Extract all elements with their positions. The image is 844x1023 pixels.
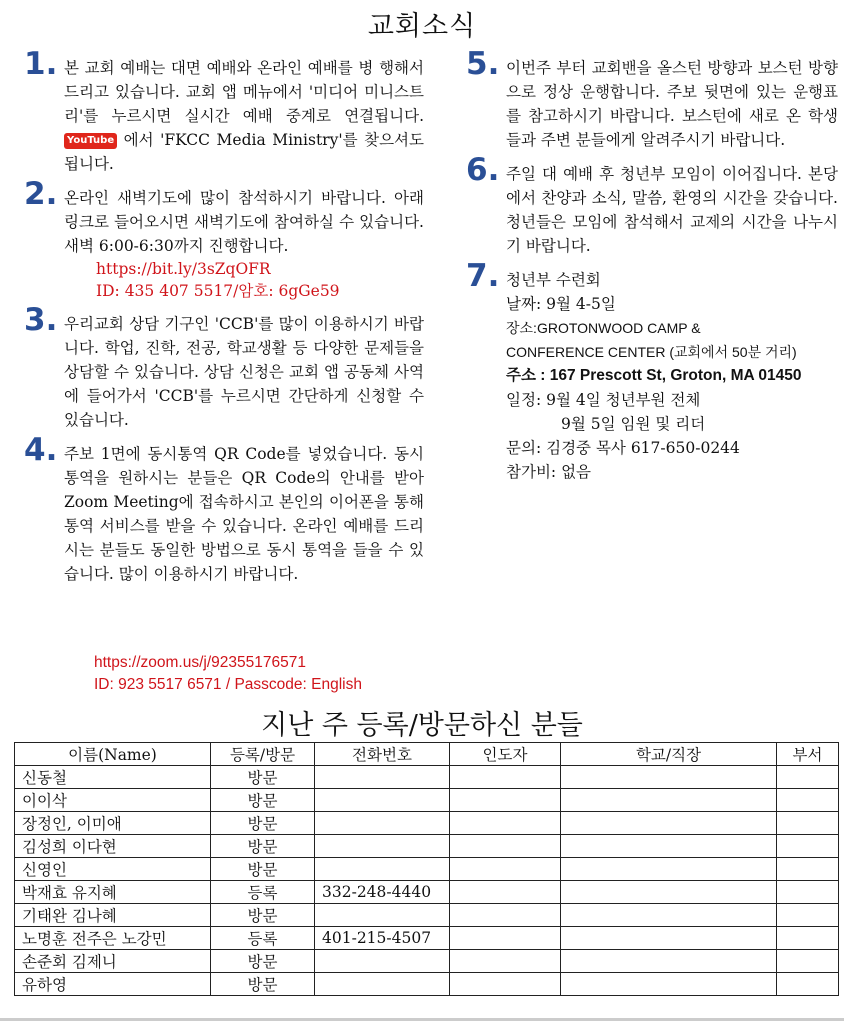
cell-name: 김성희 이다현 [15, 835, 211, 858]
retreat-fee: 참가비: 없음 [506, 463, 592, 481]
cell-name: 유하영 [15, 973, 211, 996]
cell-status: 방문 [211, 858, 315, 881]
cell-school [561, 858, 777, 881]
cell-guide [450, 973, 561, 996]
item-number: 5. [466, 46, 500, 82]
cell-dept [777, 973, 839, 996]
retreat-place-2: CONFERENCE CENTER (교회에서 50분 거리) [506, 344, 797, 360]
cell-status: 등록 [211, 881, 315, 904]
notice-text: 본 교회 예배는 대면 예배와 온라인 예배를 병 행해서 드리고 있습니다. 교회 앱 메뉴에서 '미디어 미니스트리'를 누르시면 실시간 예배 중계로 연결됩니다. YouTube 에서 'FKCC Media Ministry'를 찾으셔도 됩니다. [64, 59, 424, 173]
visitors-table [14, 742, 839, 996]
notice-text: 온라인 새벽기도에 많이 참석하시기 바랍니다. 아래 링크로 들어오시면 새벽기도에 참여하실 수 있습니다. 새벽 6:00-6:30까지 진행합니다. [64, 189, 424, 255]
cell-name: 손준회 김제니 [15, 950, 211, 973]
left-column [24, 46, 424, 596]
table-row [15, 973, 839, 996]
notice-text: 우리교회 상담 기구인 'CCB'를 많이 이용하시기 바랍니다. 학업, 진학, 전공, 학교생활 등 다양한 문제들을 상담할 수 있습니다. 상담 신청은 교회 앱 공동체 사역에 들어가서 'CCB'를 누르시면 간단하게 신청할 수 있습니다. [64, 315, 424, 429]
table-row [15, 950, 839, 973]
table-row [15, 858, 839, 881]
cell-status: 방문 [211, 904, 315, 927]
cell-status: 방문 [211, 950, 315, 973]
prayer-id: ID: 435 407 5517/암호: 6gGe59 [96, 282, 340, 300]
cell-phone [315, 812, 450, 835]
notice-text: 이번주 부터 교회밴을 올스턴 방향과 보스턴 방향으로 정상 운행합니다. 주보 뒷면에 있는 운행표를 참고하시기 바랍니다. 보스턴에 새로 온 학생들과 주변 분들에게 알려주시기 바랍니다. [506, 59, 838, 149]
cell-status: 방문 [211, 789, 315, 812]
cell-guide [450, 835, 561, 858]
cell-school [561, 766, 777, 789]
notice-item-7 [466, 258, 838, 484]
cell-name: 노명훈 전주은 노강민 [15, 927, 211, 950]
cell-phone: 401-215-4507 [315, 927, 450, 950]
item-number: 4. [24, 432, 58, 468]
cell-dept [777, 858, 839, 881]
table-row [15, 927, 839, 950]
cell-name: 신영인 [15, 858, 211, 881]
cell-status: 방문 [211, 835, 315, 858]
cell-phone [315, 858, 450, 881]
cell-school [561, 927, 777, 950]
cell-dept [777, 812, 839, 835]
cell-guide [450, 881, 561, 904]
cell-guide [450, 927, 561, 950]
table-row [15, 812, 839, 835]
notice-item-1 [24, 46, 424, 176]
retreat-date: 날짜: 9월 4-5일 [506, 295, 616, 313]
right-column [466, 46, 838, 494]
cell-name: 기태완 김나혜 [15, 904, 211, 927]
cell-phone [315, 766, 450, 789]
cell-school [561, 881, 777, 904]
item-number: 3. [24, 302, 58, 338]
notice-text: 주일 대 예배 후 청년부 모임이 이어집니다. 본당에서 찬양과 소식, 말씀, 환영의 시간을 갖습니다. 청년들은 모임에 참석해서 교제의 시간을 나누시기 바랍니다. [506, 165, 838, 255]
retreat-address: 주소 : 167 Prescott St, Groton, MA 01450 [506, 367, 802, 384]
cell-dept [777, 766, 839, 789]
notice-item-4 [24, 432, 424, 586]
retreat-schedule-1: 일정: 9월 4일 청년부원 전체 [506, 391, 701, 409]
header-department: 부서 [777, 743, 839, 766]
notice-text: 주보 1면에 동시통역 QR Code를 넣었습니다. 동시 통역을 원하시는 분들은 QR Code의 안내를 받아 Zoom Meeting에 접속하시고 본인의 이어폰을 통해 통역 서비스를 받을 수 있습니다. 온라인 예배를 드리시는 분들도 동일한 방법으로 동시 통역을 들을 수 있습니다. 많이 이용하시기 바랍니다. [64, 445, 424, 583]
item-number: 1. [24, 46, 58, 82]
prayer-link[interactable]: https://bit.ly/3sZqOFR [96, 260, 271, 278]
zoom-link[interactable]: https://zoom.us/j/92355176571 [94, 654, 306, 671]
zoom-info [94, 652, 362, 696]
cell-guide [450, 950, 561, 973]
table-row [15, 881, 839, 904]
retreat-contact: 문의: 김경중 목사 617-650-0244 [506, 439, 740, 457]
header-name: 이름(Name) [15, 743, 211, 766]
header-status: 등록/방문 [211, 743, 315, 766]
cell-school [561, 904, 777, 927]
cell-phone [315, 904, 450, 927]
cell-phone [315, 835, 450, 858]
cell-phone [315, 973, 450, 996]
cell-status: 방문 [211, 973, 315, 996]
youtube-logo-icon: YouTube [64, 133, 117, 149]
notice-item-3 [24, 302, 424, 432]
item-number: 2. [24, 176, 58, 212]
cell-dept [777, 904, 839, 927]
table-header-row [15, 743, 839, 766]
table-row [15, 835, 839, 858]
cell-status: 등록 [211, 927, 315, 950]
notice-item-6 [466, 152, 838, 258]
cell-school [561, 950, 777, 973]
notice-item-5 [466, 46, 838, 152]
cell-name: 이이삭 [15, 789, 211, 812]
retreat-schedule-2: 9월 5일 임원 및 리더 [561, 415, 706, 433]
visitors-table-title: 지난 주 등록/방문하신 분들 [261, 710, 583, 741]
cell-guide [450, 858, 561, 881]
cell-guide [450, 904, 561, 927]
table-row [15, 766, 839, 789]
zoom-id: ID: 923 5517 6571 / Passcode: English [94, 676, 362, 693]
header-school-work: 학교/직장 [561, 743, 777, 766]
cell-school [561, 812, 777, 835]
cell-phone: 332-248-4440 [315, 881, 450, 904]
cell-guide [450, 766, 561, 789]
cell-guide [450, 812, 561, 835]
cell-dept [777, 950, 839, 973]
table-row [15, 789, 839, 812]
cell-dept [777, 927, 839, 950]
retreat-title: 청년부 수련회 [506, 271, 601, 289]
cell-school [561, 973, 777, 996]
header-phone: 전화번호 [315, 743, 450, 766]
cell-dept [777, 881, 839, 904]
item-number: 6. [466, 152, 500, 188]
notice-item-2 [24, 176, 424, 302]
cell-status: 방문 [211, 766, 315, 789]
header-guide: 인도자 [450, 743, 561, 766]
retreat-place-1: 장소:GROTONWOOD CAMP & [506, 320, 701, 336]
cell-name: 장정인, 이미애 [15, 812, 211, 835]
cell-phone [315, 789, 450, 812]
cell-dept [777, 789, 839, 812]
cell-school [561, 835, 777, 858]
page-title: 교회소식 [367, 11, 477, 42]
cell-phone [315, 950, 450, 973]
table-row [15, 904, 839, 927]
cell-status: 방문 [211, 812, 315, 835]
cell-dept [777, 835, 839, 858]
cell-school [561, 789, 777, 812]
cell-guide [450, 789, 561, 812]
cell-name: 박재효 유지혜 [15, 881, 211, 904]
item-number: 7. [466, 258, 500, 294]
bottom-divider [0, 1018, 844, 1021]
cell-name: 신동철 [15, 766, 211, 789]
